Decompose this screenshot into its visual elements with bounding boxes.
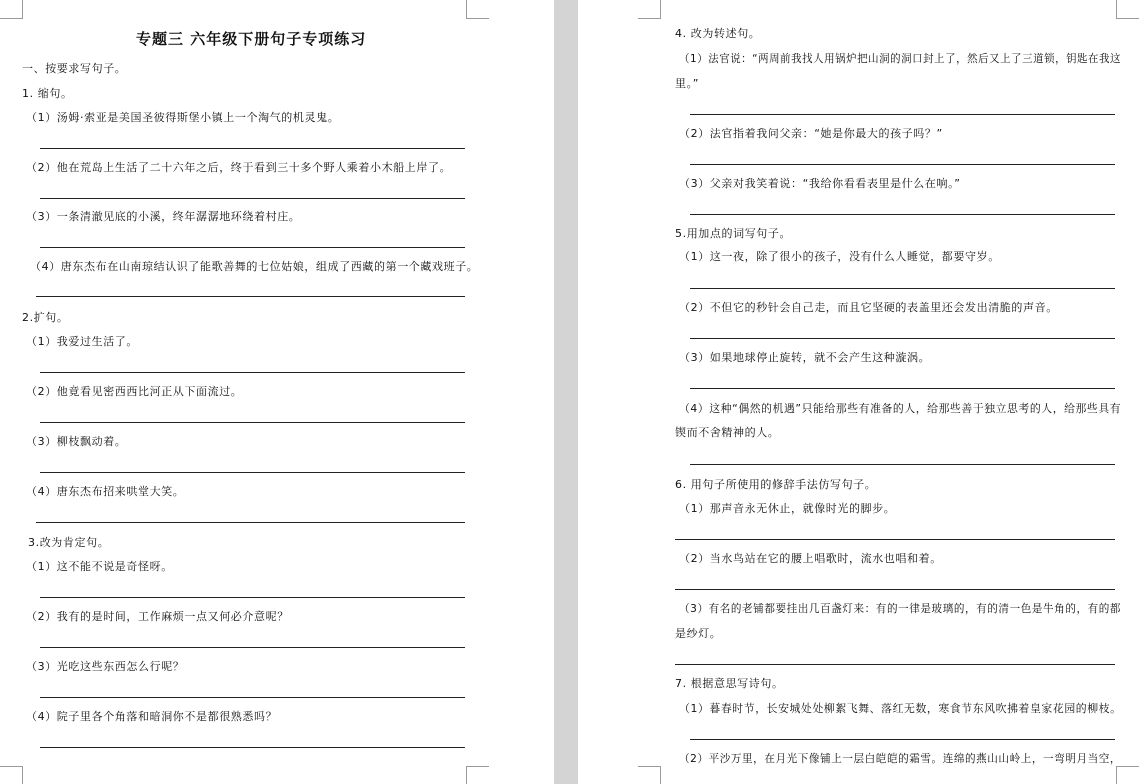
answer-line[interactable] [690, 388, 1115, 389]
question-item: （1）我爱过生活了。 [26, 335, 138, 348]
question-item: （2）我有的是时间，工作麻烦一点又何必介意呢？ [26, 610, 289, 623]
question-heading: 2.扩句。 [22, 311, 69, 324]
answer-line[interactable] [40, 597, 465, 598]
question-item: （2）不但它的秒针会自己走，而且它坚硬的表盖里还会发出清脆的声音。 [679, 301, 1058, 314]
question-heading: 7. 根据意思写诗句。 [675, 677, 784, 690]
question-item: （2）他竟看见密西西比河正从下面流过。 [26, 385, 243, 398]
section-heading: 一、按要求写句子。 [22, 62, 127, 75]
question-item: （3）光吃这些东西怎么行呢？ [26, 660, 185, 673]
question-item-continued: 里。” [675, 77, 699, 90]
answer-line[interactable] [40, 747, 465, 748]
question-item: （3）一条清澈见底的小溪，终年潺潺地环绕着村庄。 [26, 210, 301, 223]
document-page-left [0, 0, 554, 784]
question-heading: 6. 用句子所使用的修辞手法仿写句子。 [675, 478, 877, 491]
answer-line[interactable] [690, 338, 1115, 339]
question-item: （2）他在荒岛上生活了二十六年之后，终于看到三十多个野人乘着小木船上岸了。 [26, 161, 452, 174]
answer-line[interactable] [40, 148, 465, 149]
crop-mark-top-left [638, 0, 661, 19]
question-heading: 1. 缩句。 [22, 87, 73, 100]
question-item: （4）唐东杰布招来哄堂大笑。 [26, 485, 185, 498]
question-item: （3）柳枝飘动着。 [26, 435, 127, 448]
question-item: （1）这不能不说是奇怪呀。 [26, 560, 173, 573]
question-heading: 4. 改为转述句。 [675, 27, 761, 40]
question-heading: 5.用加点的词写句子。 [675, 227, 792, 240]
question-item: （2）平沙万里，在月光下像铺上一层白皑皑的霜雪。连绵的燕山山岭上，一弯明月当空， [679, 752, 1122, 765]
crop-mark-bottom-left [638, 766, 661, 784]
question-item: （2）当水鸟站在它的腰上唱歌时，流水也唱和着。 [679, 552, 942, 565]
answer-line[interactable] [675, 664, 1115, 665]
answer-line[interactable] [36, 296, 465, 297]
page-title: 专题三 六年级下册句子专项练习 [136, 30, 367, 48]
answer-line[interactable] [40, 247, 465, 248]
crop-mark-bottom-right [466, 766, 489, 784]
answer-line[interactable] [675, 539, 1115, 540]
answer-line[interactable] [690, 164, 1115, 165]
answer-line[interactable] [40, 372, 465, 373]
question-item: （1）法官说：“两周前我找人用锅炉把山洞的洞口封上了，然后又上了三道锁，钥匙在我这 [679, 52, 1122, 65]
answer-line[interactable] [690, 214, 1115, 215]
question-item: （4）唐东杰布在山南琼结认识了能歌善舞的七位姑娘，组成了西藏的第一个藏戏班子。 [30, 260, 479, 273]
answer-line[interactable] [690, 288, 1115, 289]
question-item: （4）院子里各个角落和暗洞你不是都很熟悉吗？ [26, 710, 278, 723]
answer-line[interactable] [675, 589, 1115, 590]
crop-mark-top-left [0, 0, 23, 19]
crop-mark-bottom-left [0, 766, 23, 784]
answer-line[interactable] [690, 114, 1115, 115]
question-item: （3）如果地球停止旋转，就不会产生这种漩涡。 [679, 351, 931, 364]
answer-line[interactable] [40, 697, 465, 698]
question-item: （3）有名的老铺都要挂出几百盏灯来：有的一律是玻璃的，有的清一色是牛角的，有的都 [679, 602, 1122, 615]
question-item: （1）汤姆·索亚是美国圣彼得斯堡小镇上一个淘气的机灵鬼。 [26, 111, 340, 124]
answer-line[interactable] [40, 647, 465, 648]
question-item: （3）父亲对我笑着说：“我给你看看表里是什么在响。” [679, 177, 961, 190]
answer-line[interactable] [40, 198, 465, 199]
question-item: （1）那声音永无休止，就像时光的脚步。 [679, 502, 896, 515]
answer-line[interactable] [690, 464, 1115, 465]
answer-line[interactable] [40, 472, 465, 473]
question-heading: 3.改为肯定句。 [28, 536, 110, 549]
question-item: （4）这种“偶然的机遇”只能给那些有准备的人，给那些善于独立思考的人，给那些具有 [679, 402, 1122, 415]
question-item-continued: 是纱灯。 [675, 627, 722, 640]
question-item: （1）暮春时节，长安城处处柳絮飞舞、落红无数，寒食节东风吹拂着皇家花园的柳枝。 [679, 702, 1122, 715]
answer-line[interactable] [690, 739, 1115, 740]
question-item: （1）这一夜，除了很小的孩子，没有什么人睡觉，都要守岁。 [679, 250, 1000, 263]
crop-mark-top-right [1116, 0, 1139, 19]
answer-line[interactable] [36, 522, 465, 523]
answer-line[interactable] [40, 422, 465, 423]
question-item: （2）法官指着我问父亲：“她是你最大的孩子吗？” [679, 127, 943, 140]
crop-mark-bottom-right [1116, 766, 1139, 784]
question-item-continued: 锲而不舍精神的人。 [675, 426, 780, 439]
document-page-right [578, 0, 1141, 784]
crop-mark-top-right [466, 0, 489, 19]
